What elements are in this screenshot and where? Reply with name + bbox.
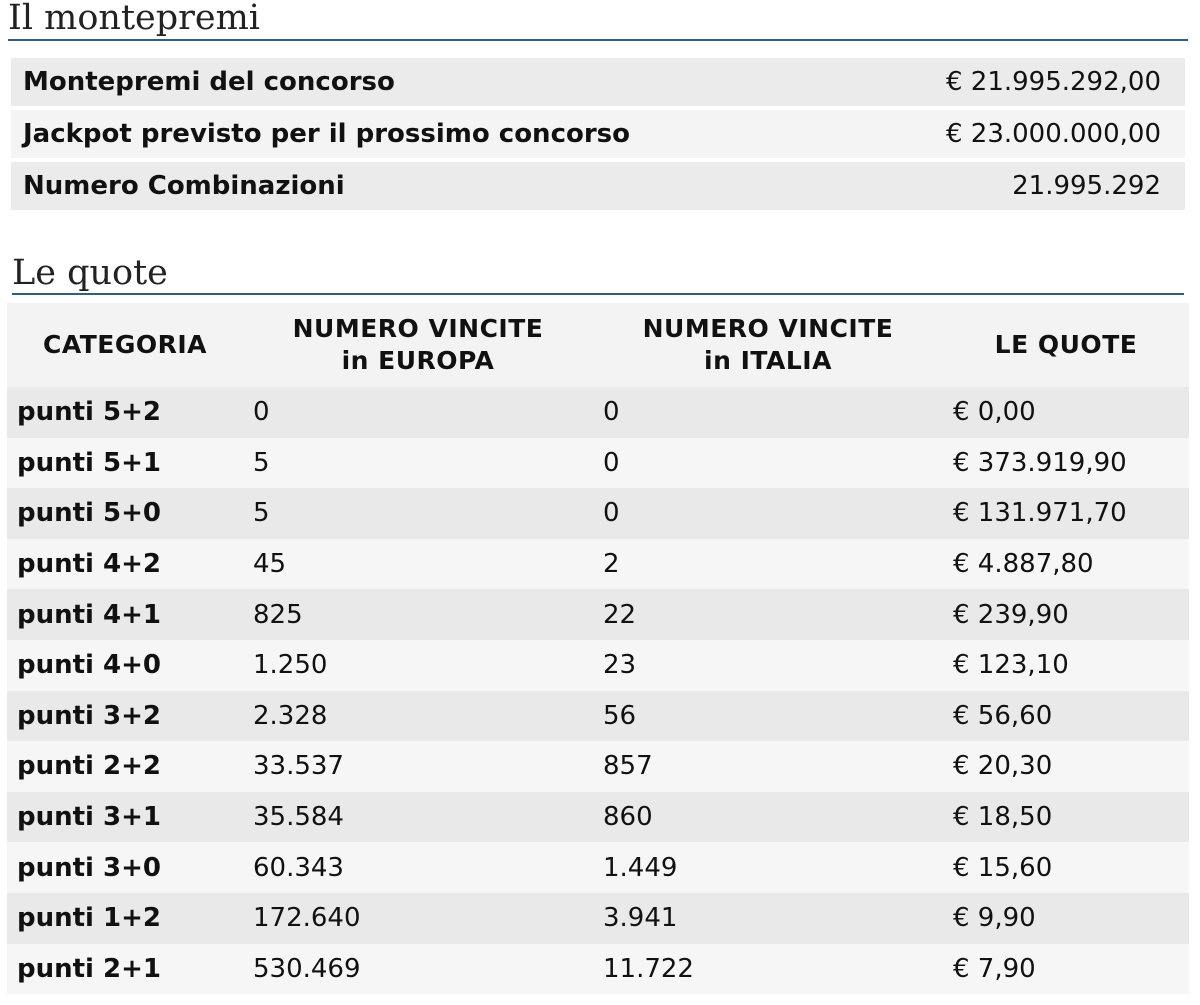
table-row — [7, 539, 1189, 590]
table-row — [7, 589, 1189, 640]
cell-quota: € 20,30 — [943, 741, 1189, 792]
cell-quota: € 123,10 — [943, 640, 1189, 691]
jackpot-row — [11, 110, 1185, 158]
table-row — [7, 691, 1189, 742]
cell-categoria: punti 4+1 — [7, 589, 243, 640]
quote-title: Le quote — [12, 253, 168, 293]
cell-italia: 0 — [593, 387, 943, 438]
table-row — [7, 944, 1189, 995]
quote-header-row — [7, 303, 1189, 387]
cell-quota: € 18,50 — [943, 792, 1189, 843]
cell-europa: 0 — [243, 387, 593, 438]
cell-categoria: punti 2+1 — [7, 944, 243, 995]
table-row — [7, 741, 1189, 792]
cell-italia: 3.941 — [593, 893, 943, 944]
cell-categoria: punti 5+0 — [7, 488, 243, 539]
cell-quota: € 0,00 — [943, 387, 1189, 438]
cell-europa: 5 — [243, 438, 593, 489]
cell-europa: 825 — [243, 589, 593, 640]
cell-categoria: punti 3+0 — [7, 842, 243, 893]
cell-quota: € 373.919,90 — [943, 438, 1189, 489]
quote-divider — [12, 293, 1184, 295]
montepremi-row — [11, 58, 1185, 106]
cell-quota: € 7,90 — [943, 944, 1189, 995]
cell-europa: 35.584 — [243, 792, 593, 843]
quote-table — [7, 303, 1189, 994]
cell-italia: 1.449 — [593, 842, 943, 893]
header-categoria — [7, 303, 243, 387]
table-row — [7, 387, 1189, 438]
header-europa-line2: in EUROPA — [341, 346, 495, 375]
cell-categoria: punti 3+1 — [7, 792, 243, 843]
cell-italia: 2 — [593, 539, 943, 590]
cell-categoria: punti 5+2 — [7, 387, 243, 438]
montepremi-divider — [8, 39, 1188, 41]
cell-categoria: punti 2+2 — [7, 741, 243, 792]
cell-europa: 530.469 — [243, 944, 593, 995]
cell-europa: 45 — [243, 539, 593, 590]
table-row — [7, 438, 1189, 489]
table-row — [7, 842, 1189, 893]
jackpot-row-label: Jackpot previsto per il prossimo concorso — [11, 110, 811, 158]
cell-italia: 857 — [593, 741, 943, 792]
cell-quota: € 9,90 — [943, 893, 1189, 944]
cell-italia: 11.722 — [593, 944, 943, 995]
cell-europa: 1.250 — [243, 640, 593, 691]
cell-quota: € 239,90 — [943, 589, 1189, 640]
cell-categoria: punti 4+2 — [7, 539, 243, 590]
montepremi-row-value: € 21.995.292,00 — [811, 58, 1185, 106]
cell-europa: 5 — [243, 488, 593, 539]
table-row — [7, 893, 1189, 944]
cell-categoria: punti 3+2 — [7, 691, 243, 742]
combinazioni-row — [11, 162, 1185, 210]
cell-italia: 56 — [593, 691, 943, 742]
cell-europa: 60.343 — [243, 842, 593, 893]
table-row — [7, 640, 1189, 691]
montepremi-table — [11, 54, 1185, 214]
cell-quota: € 4.887,80 — [943, 539, 1189, 590]
header-vincite-europa — [243, 303, 593, 387]
table-row — [7, 792, 1189, 843]
cell-quota: € 131.971,70 — [943, 488, 1189, 539]
cell-europa: 2.328 — [243, 691, 593, 742]
cell-quota: € 56,60 — [943, 691, 1189, 742]
header-quote — [943, 303, 1189, 387]
jackpot-row-value: € 23.000.000,00 — [811, 110, 1185, 158]
cell-categoria: punti 1+2 — [7, 893, 243, 944]
table-row — [7, 488, 1189, 539]
header-italia-line1: NUMERO VINCITE — [642, 313, 894, 343]
cell-categoria: punti 4+0 — [7, 640, 243, 691]
header-quote-label: LE QUOTE — [994, 329, 1138, 359]
cell-italia: 0 — [593, 488, 943, 539]
cell-europa: 33.537 — [243, 741, 593, 792]
cell-quota: € 15,60 — [943, 842, 1189, 893]
montepremi-row-label: Montepremi del concorso — [11, 58, 811, 106]
cell-italia: 860 — [593, 792, 943, 843]
header-italia-line2: in ITALIA — [704, 346, 832, 375]
cell-italia: 22 — [593, 589, 943, 640]
cell-italia: 0 — [593, 438, 943, 489]
combinazioni-row-label: Numero Combinazioni — [11, 162, 811, 210]
cell-europa: 172.640 — [243, 893, 593, 944]
cell-categoria: punti 5+1 — [7, 438, 243, 489]
header-categoria-label: CATEGORIA — [42, 329, 208, 359]
cell-italia: 23 — [593, 640, 943, 691]
header-europa-line1: NUMERO VINCITE — [292, 313, 544, 343]
combinazioni-row-value: 21.995.292 — [811, 162, 1185, 210]
montepremi-title: Il montepremi — [8, 0, 260, 38]
header-vincite-italia — [593, 303, 943, 387]
